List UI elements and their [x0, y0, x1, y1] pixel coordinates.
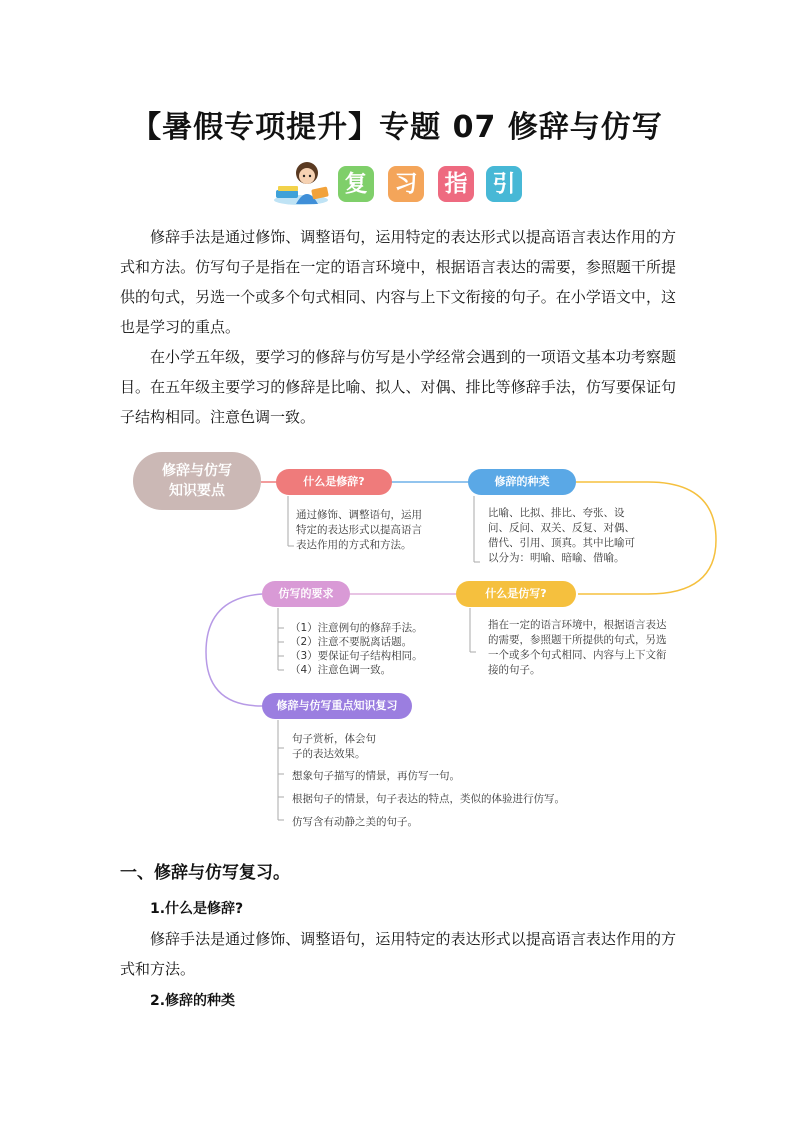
- desc-line: 以分为：明喻、暗喻、借喻。: [488, 552, 625, 564]
- node-key-review: 修辞与仿写重点知识复习: [262, 693, 412, 719]
- intro-paragraph-1: 修辞手法是通过修饰、调整语句，运用特定的表达形式以提高语言表达作用的方式和方法。仿写句子是指在一定的语言环境中，根据语言表达的需要，参照题干所提供的句式，另选一个或多个句式相同、内容与上下文衔接的句子。在小学语文中，这也是学习的重点。: [120, 228, 676, 336]
- requirement-item: （3）要保证句子结构相同。: [290, 650, 423, 662]
- desc-line: 问、反问、双关、反复、对偶、: [488, 522, 635, 534]
- node-what-is-imitation-desc: [488, 618, 667, 678]
- banner-tile-1: 复: [338, 166, 374, 202]
- desc-line: 通过修饰、调整语句，运用: [296, 509, 422, 521]
- desc-line: 一个或多个句式相同、内容与上下文衔: [488, 649, 667, 661]
- desc-line: 的需要，参照题干所提供的句式，另选: [488, 634, 667, 646]
- root-line-2: 知识要点: [169, 483, 225, 499]
- node-imitation-requirements: 仿写的要求: [262, 581, 350, 607]
- desc-line: 指在一定的语言环境中，根据语言表达: [488, 619, 667, 631]
- studying-kid-icon: [272, 160, 330, 206]
- node-what-is-rhetoric-desc: [296, 508, 422, 553]
- page-title: 【暑假专项提升】专题 07 修辞与仿写: [131, 110, 663, 145]
- banner-tile-2: 习: [388, 166, 424, 202]
- requirement-item: （4）注意色调一致。: [290, 664, 392, 676]
- desc-line: 比喻、比拟、排比、夸张、设: [488, 507, 625, 519]
- desc-line: 特定的表达形式以提高语言: [296, 524, 422, 536]
- review-item: 根据句子的情景，句子表达的特点，类似的体验进行仿写。: [292, 793, 565, 805]
- desc-line: 接的句子。: [488, 664, 541, 676]
- node-rhetoric-types-desc: [488, 506, 635, 566]
- review-item-text: 句子赏析，体会句 子的表达效果。: [292, 733, 376, 760]
- root-line-1: 修辞与仿写: [162, 463, 232, 479]
- desc-line: 借代、引用、顶真。其中比喻可: [488, 537, 635, 549]
- review-item: [292, 732, 388, 762]
- question-1: 1.什么是修辞?: [150, 901, 244, 917]
- banner-tile-4: 引: [486, 166, 522, 202]
- requirement-item: （1）注意例句的修辞手法。: [290, 622, 423, 634]
- banner-tile-3: 指: [438, 166, 474, 202]
- section-heading: 一、修辞与仿写复习。: [120, 863, 290, 883]
- knowledge-mindmap: [128, 448, 728, 840]
- desc-line: 表达作用的方式和方法。: [296, 539, 412, 551]
- review-item: 仿写含有动静之美的句子。: [292, 816, 418, 828]
- review-item: 想象句子描写的情景，再仿写一句。: [292, 770, 460, 782]
- question-2: 2.修辞的种类: [150, 993, 236, 1009]
- node-rhetoric-types: 修辞的种类: [468, 469, 576, 495]
- mindmap-root: [133, 452, 261, 510]
- requirement-item: （2）注意不要脱离话题。: [290, 636, 413, 648]
- node-what-is-rhetoric: 什么是修辞?: [276, 469, 392, 495]
- node-what-is-imitation: 什么是仿写?: [456, 581, 576, 607]
- answer-1: 修辞手法是通过修饰、调整语句，运用特定的表达形式以提高语言表达作用的方式和方法。: [120, 930, 676, 978]
- intro-paragraph-2: 在小学五年级，要学习的修辞与仿写是小学经常会遇到的一项语文基本功考察题目。在五年级主要学习的修辞是比喻、拟人、对偶、排比等修辞手法，仿写要保证句子结构相同。注意色调一致。: [120, 348, 676, 426]
